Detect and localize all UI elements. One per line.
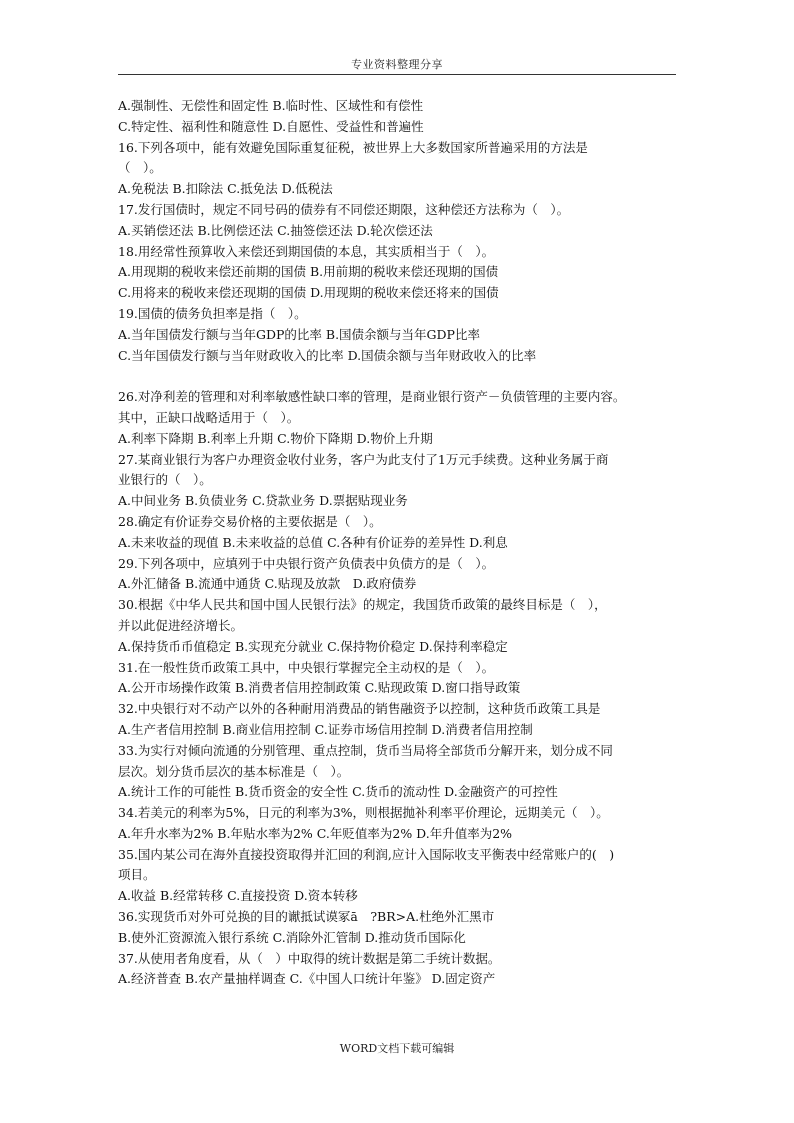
- text-line: C.特定性、福利性和随意性 D.自愿性、受益性和普遍性: [118, 118, 424, 134]
- text-line: A.当年国债发行额与当年GDP的比率 B.国债余额与当年GDP比率: [118, 326, 480, 342]
- text-line: A.收益 B.经常转移 C.直接投资 D.资本转移: [118, 888, 358, 904]
- text-line: A.强制性、无偿性和固定性 B.临时性、区域性和有偿性: [118, 98, 424, 113]
- text-line: A.外汇储备 B.流通中通货 C.贴现及放款 D.政府债券: [118, 576, 417, 592]
- text-line: 业银行的（ ）。: [118, 472, 212, 488]
- text-line: 29.下列各项中，应填列于中央银行资产负债表中负债方的是（ ）。: [118, 555, 495, 571]
- text-line: A.利率下降期 B.利率上升期 C.物价下降期 D.物价上升期: [118, 430, 433, 446]
- text-line: A.买销偿还法 B.比例偿还法 C.抽签偿还法 D.轮次偿还法: [118, 222, 433, 238]
- text-line: A.免税法 B.扣除法 C.抵免法 D.低税法: [118, 181, 333, 197]
- page-header: 专业资料整理分享: [351, 58, 443, 71]
- text-line: C.当年国债发行额与当年财政收入的比率 D.国债余额与当年财政收入的比率: [118, 347, 537, 363]
- text-line: 其中，正缺口战略适用于（ ）。: [118, 409, 300, 425]
- text-line: 35.国内某公司在海外直接投资取得并汇回的利润,应计入国际收支平衡表中经常账户的( ): [118, 846, 615, 862]
- blank-line: [118, 366, 684, 387]
- question-block-2: [118, 387, 684, 990]
- text-line: A.用现期的税收来偿还前期的国债 B.用前期的税收来偿还现期的国债: [118, 264, 499, 280]
- text-line: C.用将来的税收来偿还现期的国债 D.用现期的税收来偿还将来的国债: [118, 285, 499, 301]
- text-line: A.年升水率为2% B.年贴水率为2% C.年贬值率为2% D.年升值率为2%: [118, 825, 513, 841]
- text-line: A.保持货币币值稳定 B.实现充分就业 C.保持物价稳定 D.保持利率稳定: [118, 638, 508, 654]
- text-line: 16.下列各项中，能有效避免国际重复征税，被世界上大多数国家所普遍采用的方法是: [118, 139, 588, 155]
- text-line: 34.若美元的利率为5%，日元的利率为3%，则根据抛补利率平价理论，远期美元（ ）。: [118, 805, 609, 821]
- text-line: 26.对净利差的管理和对利率敏感性缺口率的管理，是商业银行资产－负债管理的主要内容。: [118, 389, 626, 405]
- question-block-1: [118, 96, 684, 366]
- text-line: 31.在一般性货币政策工具中，中央银行掌握完全主动权的是（ ）。: [118, 659, 495, 675]
- page-footer: WORD文档下载可编辑: [339, 1042, 455, 1055]
- text-line: 30.根据《中华人民共和国中国人民银行法》的规定，我国货币政策的最终目标是（ ），: [118, 597, 607, 613]
- text-line: 27.某商业银行为客户办理资金收付业务，客户为此支付了1万元手续费。这种业务属于商: [118, 451, 609, 467]
- text-line: A.公开市场操作政策 B.消费者信用控制政策 C.贴现政策 D.窗口指导政策: [118, 680, 521, 696]
- text-line: 层次。划分货币层次的基本标准是（ ）。: [118, 763, 350, 779]
- text-line: 37.从使用者角度看，从（ ）中取得的统计数据是第二手统计数据。: [118, 950, 501, 966]
- header-divider: [118, 74, 676, 75]
- text-line: 32.中央银行对不动产以外的各种耐用消费品的销售融资予以控制，这种货币政策工具是: [118, 701, 601, 717]
- text-line: 36.实现货币对外可兑换的目的谳抵试谟冢ā ?BR>A.杜绝外汇黑市: [118, 909, 495, 925]
- text-line: 33.为实行对倾向流通的分别管理、重点控制，货币当局将全部货币分解开来，划分成不同: [118, 742, 613, 758]
- text-line: B.使外汇资源流入银行系统 C.消除外汇管制 D.推动货币国际化: [118, 929, 466, 945]
- document-body: [118, 96, 684, 990]
- text-line: A.未来收益的现值 B.未来收益的总值 C.各种有价证券的差异性 D.利息: [118, 534, 508, 550]
- text-line: A.经济普查 B.农产量抽样调查 C.《中国人口统计年鉴》 D.固定资产: [118, 971, 496, 987]
- text-line: 18.用经常性预算收入来偿还到期国债的本息，其实质相当于（ ）。: [118, 243, 495, 259]
- text-line: A.中间业务 B.负债业务 C.贷款业务 D.票据贴现业务: [118, 493, 408, 509]
- text-line: 17.发行国债时，规定不同号码的债券有不同偿还期限，这种偿还方法称为（ ）。: [118, 201, 570, 217]
- text-line: 并以此促进经济增长。: [118, 617, 244, 633]
- text-line: A.生产者信用控制 B.商业信用控制 C.证券市场信用控制 D.消费者信用控制: [118, 721, 533, 737]
- text-line: 19.国债的债务负担率是指（ ）。: [118, 305, 307, 321]
- text-line: 28.确定有价证券交易价格的主要依据是（ ）。: [118, 513, 382, 529]
- text-line: 项目。: [118, 867, 156, 883]
- text-line: （ ）。: [118, 160, 162, 176]
- text-line: A.统计工作的可能性 B.货币资金的安全性 C.货币的流动性 D.金融资产的可控性: [118, 784, 558, 800]
